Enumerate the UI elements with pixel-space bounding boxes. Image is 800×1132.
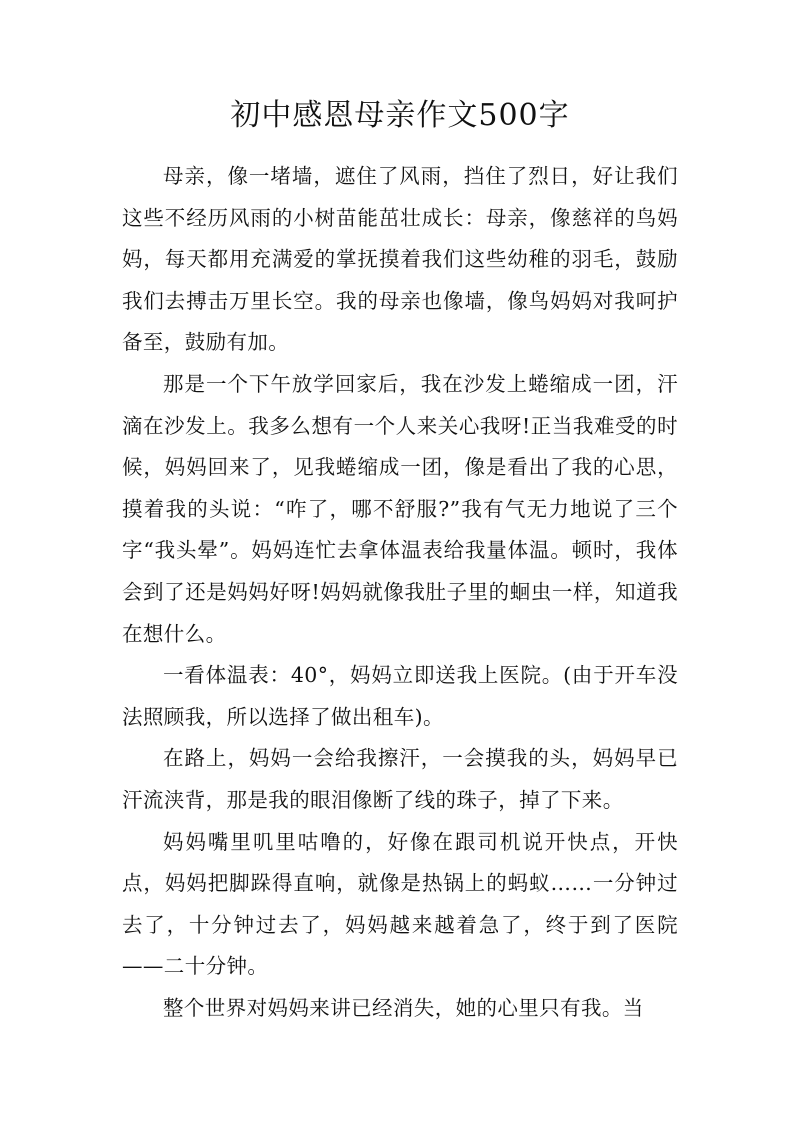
paragraph-1: 母亲，像一堵墙，遮住了风雨，挡住了烈日，好让我们这些不经历风雨的小树苗能茁壮成长：母亲，像慈祥的鸟妈妈，每天都用充满爱的掌抚摸着我们这些幼稚的羽毛，鼓励我们去搏击万里长空。我的母亲也像墙，像鸟妈妈对我呵护备至，鼓励有加。 — [122, 164, 678, 355]
paragraph-6: 整个世界对妈妈来讲已经消失，她的心里只有我。当 — [163, 995, 644, 1020]
paragraph-5: 妈妈嘴里叽里咕噜的，好像在跟司机说开快点，开快点，妈妈把脚跺得直响，就像是热锅上的蚂蚁……一分钟过去了，十分钟过去了，妈妈越来越着急了，终于到了医院——二十分钟。 — [122, 829, 678, 979]
document-body — [122, 156, 678, 1029]
document-title: 初中感恩母亲作文500字 — [230, 98, 570, 133]
paragraph-4: 在路上，妈妈一会给我擦汗，一会摸我的头，妈妈早已汗流浃背，那是我的眼泪像断了线的珠子，掉了下来。 — [122, 746, 678, 812]
paragraph-3: 一看体温表：40°，妈妈立即送我上医院。(由于开车没法照顾我，所以选择了做出租车)。 — [122, 663, 678, 729]
paragraph-2: 那是一个下午放学回家后，我在沙发上蜷缩成一团，汗滴在沙发上。我多么想有一个人来关心我呀!正当我难受的时候，妈妈回来了，见我蜷缩成一团，像是看出了我的心思，摸着我的头说：“咋了，哪不舒服?”我有气无力地说了三个字“我头晕”。妈妈连忙去拿体温表给我量体温。顿时，我体会到了还是妈妈好呀!妈妈就像我肚子里的蛔虫一样，知道我在想什么。 — [122, 371, 678, 646]
